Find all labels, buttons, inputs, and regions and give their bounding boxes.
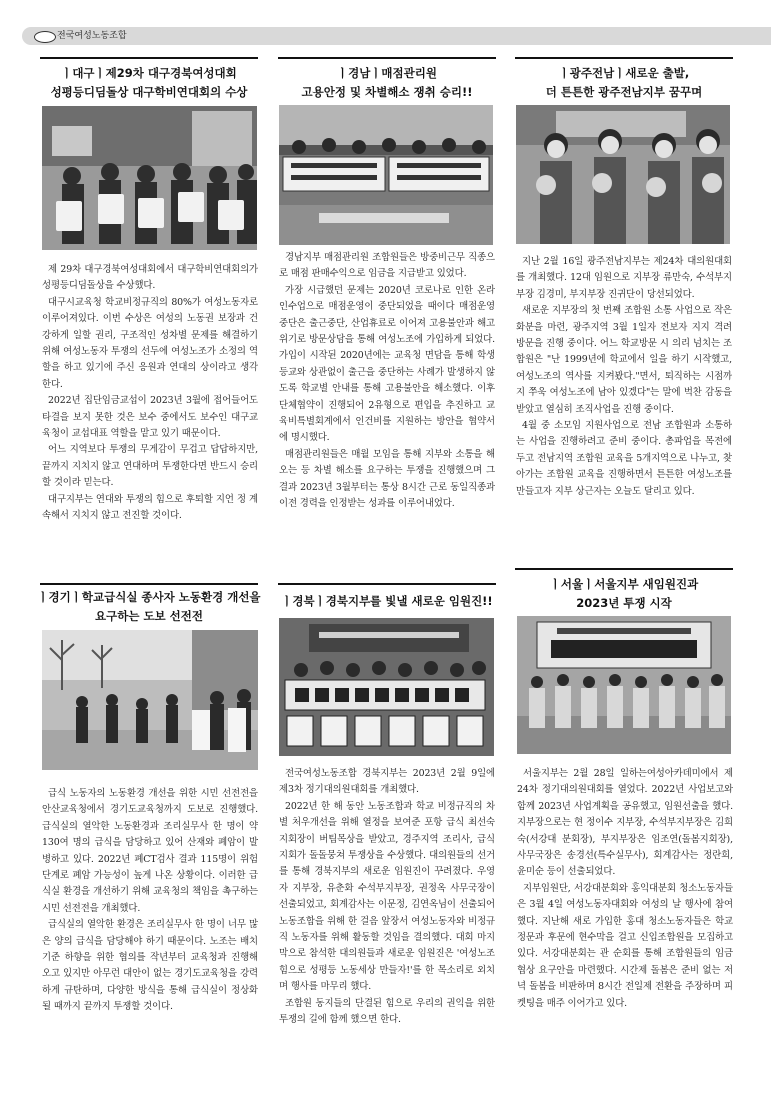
paragraph: 급식 노동자의 노동환경 개선을 위한 시민 선전전을 안산교육청에서 경기도교육청까지 도보로 진행했다. 급식실의 열악한 노동환경과 조리실무사 한 명이 약 130여 명의 급식을 담당하고 있어 산재와 폐암이 발병하고 있다. 2022년 폐CT검사 결과 115명이 위험단계로 폐암 가능성이 높게 나온 상황이다. 이러한 급식실 환경을 개선하기 위해 교육청의 책임을 촉구하는 시민 선전전을 개최했다.: [42, 788, 258, 914]
article-title-line: ㅣ서울ㅣ서울지부 새임원진과: [549, 577, 699, 591]
article-title-line: 요구하는 도보 선전전: [95, 609, 203, 623]
article-photo-seoul: [517, 616, 731, 754]
paragraph: 매점관리원들은 매월 모임을 통해 지부와 소통을 해오는 등 차별 해소를 요구하는 투쟁을 진행했으며 그 결과 2023년 3월부터는 통상 8시간 근로 동일직종과 이전 경력을 인정받는 성과를 이루어내었다.: [279, 448, 495, 510]
union-logo-icon: [34, 31, 56, 43]
article-body-daegu: [42, 262, 258, 525]
header-bar: [22, 27, 771, 45]
article-title-gyeonggi: [32, 588, 266, 626]
article-photo-gyeongbuk: [279, 618, 494, 756]
paragraph: 전국여성노동조합 경북지부는 2023년 2월 9일에 제3차 정기대의원대회를 개최했다.: [279, 768, 495, 796]
title-rule: [515, 568, 733, 570]
paragraph: 가장 시급했던 문제는 2020년 코로나로 인한 온라인수업으로 매점운영이 중단되었을 때이다 매점운영중단은 출근중단, 산업휴료로 이어져 고용불안과 해고위기로 방문상담을 통해 여성노조에 가입하게 되었다. 가입이 시작된 2020년에는 교육청 면담을 통해 학생 등교와 상관없이 출근을 중단하는 사례가 발생하지 않도록 학교별 안내를 통해 고용불안을 해소했다. 이후 단체협약이 진행되어 2유형으로 편입을 추진하고 교육비특별회계에서 인건비를 지원하는 방안을 협약서에 명시했다.: [279, 284, 495, 444]
article-photo-gwangju: [516, 105, 730, 244]
article-title-line: ㅣ경북ㅣ경북지부를 빛낼 새로운 임원진!!: [281, 594, 493, 608]
title-rule: [40, 57, 258, 59]
header-org-name: 전국여성노동조합: [57, 31, 127, 41]
title-rule: [515, 57, 733, 59]
article-title-line: ㅣ대구ㅣ제29차 대구경북여성대회: [61, 66, 237, 80]
article-photo-gyeonggi: [42, 630, 258, 770]
article-body-seoul: [517, 766, 733, 1012]
article-title-line: ㅣ광주전남ㅣ새로운 출발,: [558, 66, 690, 80]
article-title-line: 성평등디딤돌상 대구학비연대회의 수상: [50, 85, 248, 99]
paragraph: 지부임원단, 서강대분회와 홍익대분회 청소노동자들은 3월 4일 여성노동자대회와 여성의 날 행사에 참여 했다. 지난해 새로 가입한 홍대 청소노동자들은 학교 정문과 후문에 현수막을 걸고 신입조합원을 모집하고 있다. 서강대분회는 관 순회를 통해 조합원들의 임금협상 요구안을 마련했다. 시간제 돌봄은 준비 없는 저녁 돌봄을 비판하며 8시간 전일제 전환을 주장하며 피켓팅을 매주 이어가고 있다.: [517, 882, 733, 1009]
article-photo-daegu: [42, 106, 257, 250]
article-title-line: ㅣ경남ㅣ매점관리원: [337, 66, 437, 80]
paragraph: 대구시교육청 학교비정규직의 80%가 여성노동자로 이루어져있다. 이번 수상은 여성의 노동권 보장과 건강하게 일할 권리, 구조적인 성차별 문제를 해결하기 위해 여성노동자 투쟁의 선두에 여성노조가 소정의 역할을 하고 있기에 주신 응원과 연대의 상이라고 생각한다.: [42, 296, 258, 390]
paragraph: 대구지부는 연대와 투쟁의 힘으로 후퇴할 지언 정 계속해서 지치지 않고 전진할 것이다.: [42, 493, 258, 522]
paragraph: 2022년 집단임금교섭이 2023년 3월에 접어들어도 타결을 보지 못한 것은 보수 중에서도 보수인 대구교육청이 교섭대표 역할을 맡고 있기 때문이다.: [42, 395, 258, 440]
article-title-daegu: [36, 64, 262, 102]
article-title-gyeongbuk: [274, 592, 500, 611]
paragraph: 급식실의 열악한 환경은 조리실무사 한 명이 너무 많은 양의 급식을 담당해야 하기 때문이다. 노조는 배치기준 하향을 위한 협의를 작년부터 교육청과 진행해 오고 있지만 아무런 대안이 없는 경기도교육청을 강력하게 규탄하며, 다양한 방식을 통해 급식실이 정상화 될 때까지 끝까지 투쟁할 것이다.: [42, 919, 258, 1013]
paragraph: 2022년 한 해 동안 노동조합과 학교 비정규직의 차별 처우개선을 위해 열정을 보여준 포항 급식 최선숙 지회장이 버팀목상을 받았고, 경주지역 조리사, 급식지회가 돌돌뭉쳐 투쟁상을 수상했다. 대의원들의 선거를 통해 경북지부의 새로운 임원진이 꾸려졌다. 우영자 지부장, 유춘화 수석부지부장, 권정옥 사무국장이 선출되었고, 회계감사는 이문정, 김연옥님이 선출되어 노동조합을 위해 한 걸음 앞장서 여성노동자와 비정규직 노동자를 위해 활동할 것임을 결의했다. 대회 마지막으로 참석한 대의원들과 새로운 임원진은 '여성노조 힘으로 성평등 노동세상 만들자!'를 한 목소리로 외치며 행사를 마무리 했다.: [279, 800, 495, 993]
paragraph: 4월 중 소모임 지원사업으로 전남 조합원과 소통하는 사업을 진행하려고 준비 중이다. 총파업을 목전에 두고 전남지역 조합원 교육을 5개지역으로 나누고, 찾아가는 조합원 교육을 진행하면서 튼튼한 여성노조를 만들고자 지부 상근자는 오늘도 달리고 있다.: [516, 420, 732, 497]
article-title-gwangju: [511, 64, 737, 102]
article-body-gyeongnam: [279, 250, 495, 513]
article-photo-gyeongnam: [279, 105, 493, 245]
paragraph: 새로운 지부장의 첫 번째 조합원 소통 사업으로 작은 화분을 마련, 광주지역 3월 1일자 전보자 지지 격려 방문을 진행 중이다. 어느 학교방문 시 의리 넘치는 조합원은 "난 1999년에 학교에서 일을 하기 시작했고, 여성노조의 역사를 지켜봤다."면서, 퇴직하는 시점까지 쭈욱 여성노조에 남아 있겠다"는 말에 벅찬 감동을 받았고 열심히 조직사업을 진행 중이다.: [516, 305, 732, 415]
article-title-line: 2023년 투쟁 시작: [576, 596, 672, 610]
article-title-line: 고용안정 및 차별해소 쟁취 승리!!: [301, 85, 473, 99]
article-body-gyeonggi: [42, 786, 258, 1016]
article-body-gwangju: [516, 254, 732, 500]
article-title-seoul: [511, 575, 737, 613]
article-title-line: ㅣ경기ㅣ학교급식실 종사자 노동환경 개선을: [37, 590, 261, 604]
title-rule: [278, 57, 496, 59]
article-title-gyeongnam: [274, 64, 500, 102]
title-rule: [40, 583, 258, 585]
paragraph: 제 29차 대구경북여성대회에서 대구학비연대회의가 성평등디딤돌상을 수상했다.: [42, 264, 258, 292]
title-rule: [278, 583, 496, 585]
article-body-gyeongbuk: [279, 766, 495, 1029]
paragraph: 경남지부 매점관리원 조합원들은 방중비근무 직종으로 매점 판매수익으로 임금을 지급받고 있었다.: [279, 252, 495, 280]
paragraph: 조합원 동지들의 단결된 힘으로 우리의 권익을 위한 투쟁의 길에 함께 했으면 한다.: [279, 997, 495, 1026]
paragraph: 서울지부는 2월 28일 일하는여성아카데미에서 제24차 정기대의원대회를 열었다. 2022년 사업보고와 함께 2023년 사업계획을 공유했고, 임원선출을 했다. 지부장으로는 현 정이수 지부장, 수석부지부장은 김희숙(서강대 분회장), 부지부장은 임조연(돌봄지회장), 사무국장은 송경선(특수실무사), 회계감사는 정란희, 윤미순 등이 선출되었다.: [517, 768, 733, 878]
paragraph: 지난 2월 16일 광주전남지부는 제24차 대의원대회를 개최했다. 12대 임원으로 지부장 류만숙, 수석부지부장 김경미, 부지부장 진귀단이 당선되었다.: [516, 256, 732, 300]
article-title-line: 더 튼튼한 광주전남지부 꿈꾸며: [545, 85, 703, 99]
paragraph: 어느 지역보다 투쟁의 무게감이 무겁고 답답하지만, 끝까지 지치지 않고 연대하며 투쟁한다면 반드시 승리할 것이라 믿는다.: [42, 444, 258, 489]
